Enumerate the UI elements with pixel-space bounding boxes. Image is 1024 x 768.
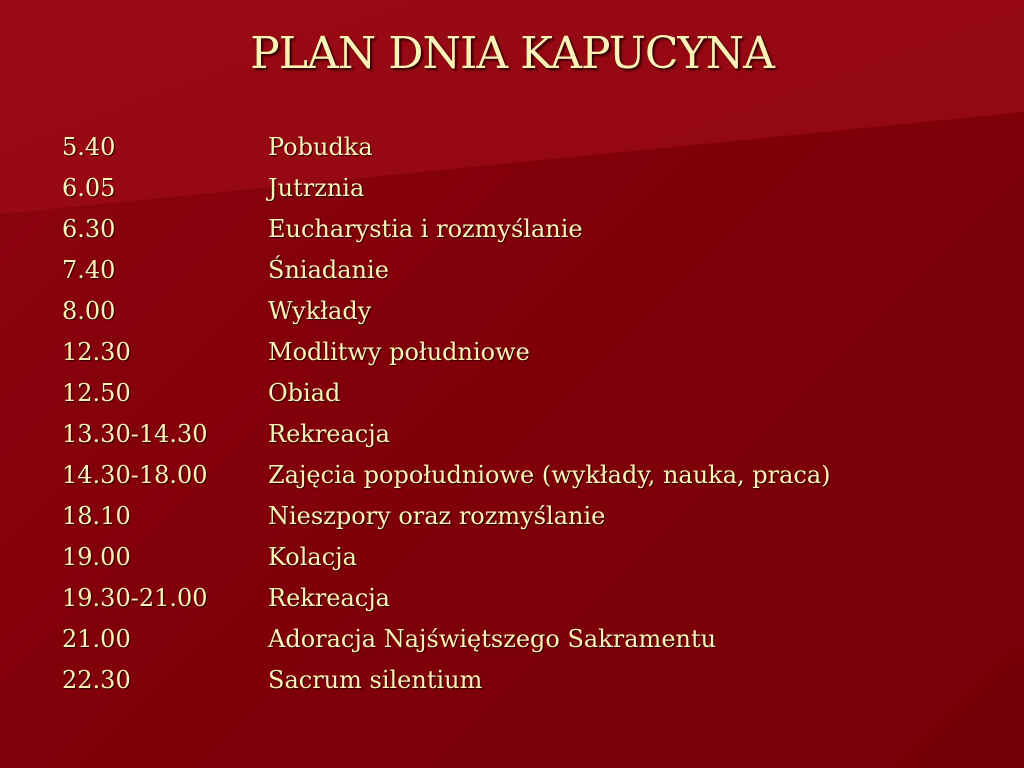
schedule-row — [62, 495, 982, 536]
schedule-row — [62, 331, 982, 372]
schedule-time: 21.00 — [62, 624, 131, 653]
schedule-activity: Śniadanie — [268, 255, 389, 284]
schedule-row — [62, 372, 982, 413]
schedule-activity: Adoracja Najświętszego Sakramentu — [268, 624, 717, 653]
schedule-list — [62, 126, 982, 700]
schedule-activity: Rekreacja — [268, 419, 390, 448]
schedule-row — [62, 659, 982, 700]
schedule-time: 18.10 — [62, 501, 131, 530]
schedule-activity: Wykłady — [268, 296, 372, 325]
schedule-time: 8.00 — [62, 296, 116, 325]
schedule-time: 6.30 — [62, 214, 116, 243]
schedule-activity: Jutrznia — [268, 173, 365, 202]
schedule-activity: Kolacja — [268, 542, 357, 571]
schedule-activity: Eucharystia i rozmyślanie — [268, 214, 583, 243]
schedule-row — [62, 208, 982, 249]
schedule-activity: Sacrum silentium — [268, 665, 483, 694]
schedule-time: 12.50 — [62, 378, 131, 407]
schedule-time: 13.30-14.30 — [62, 419, 208, 448]
schedule-row — [62, 167, 982, 208]
schedule-row — [62, 290, 982, 331]
schedule-row — [62, 618, 982, 659]
schedule-row — [62, 577, 982, 618]
schedule-row — [62, 126, 982, 167]
schedule-time: 19.30-21.00 — [62, 583, 208, 612]
schedule-time: 14.30-18.00 — [62, 460, 208, 489]
schedule-activity: Nieszpory oraz rozmyślanie — [268, 501, 606, 530]
schedule-time: 12.30 — [62, 337, 131, 366]
schedule-time: 22.30 — [62, 665, 131, 694]
schedule-row — [62, 413, 982, 454]
schedule-activity: Rekreacja — [268, 583, 390, 612]
slide-title: PLAN DNIA KAPUCYNA — [250, 28, 774, 79]
schedule-activity: Obiad — [268, 378, 341, 407]
schedule-activity: Zajęcia popołudniowe (wykłady, nauka, praca) — [268, 460, 831, 489]
schedule-row — [62, 536, 982, 577]
schedule-time: 7.40 — [62, 255, 116, 284]
schedule-activity: Pobudka — [268, 132, 373, 161]
schedule-row — [62, 249, 982, 290]
schedule-time: 6.05 — [62, 173, 116, 202]
schedule-time: 5.40 — [62, 132, 116, 161]
schedule-row — [62, 454, 982, 495]
schedule-time: 19.00 — [62, 542, 131, 571]
schedule-activity: Modlitwy południowe — [268, 337, 530, 366]
